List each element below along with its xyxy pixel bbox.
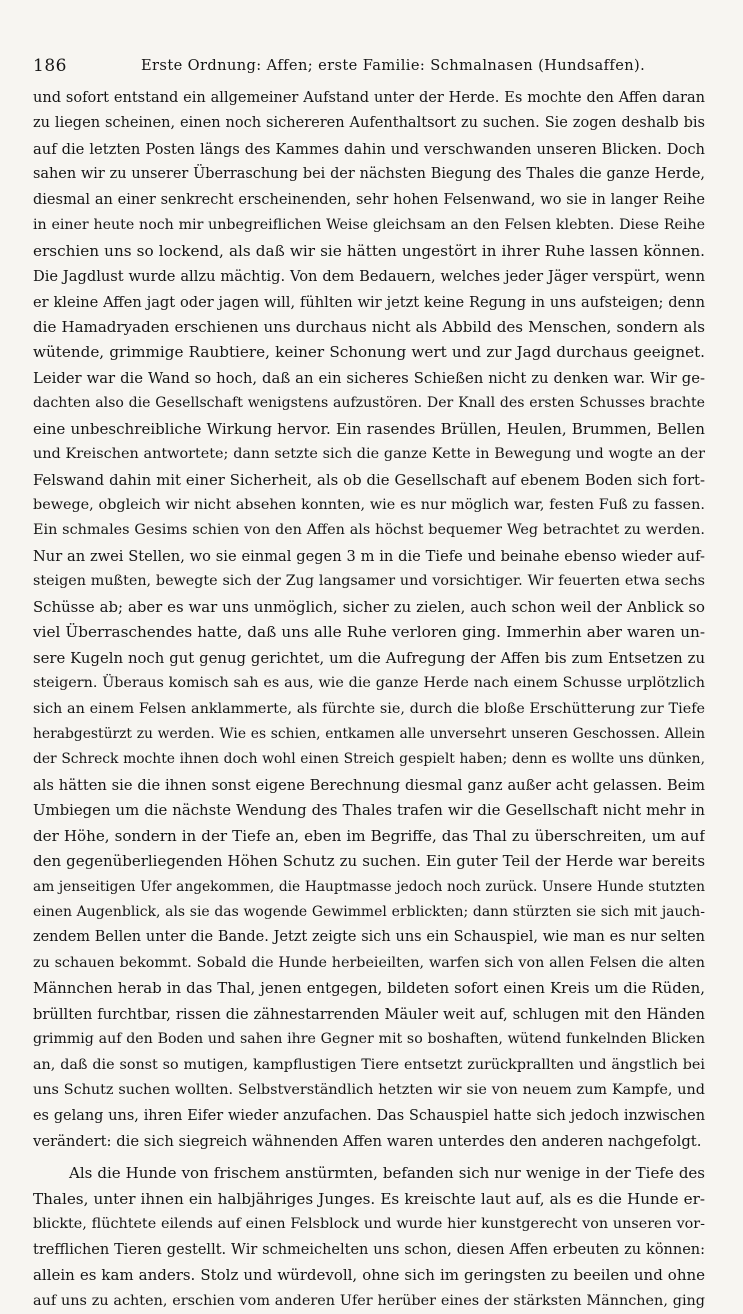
text-line: in einer heute noch mir unbegreiflichen Weise gleichsam an den Felsen klebten. Diese Reihe	[33, 217, 705, 234]
text-line: zendem Bellen unter die Bande. Jetzt zeigte sich uns ein Schauspiel, wie man es nur selten	[33, 929, 705, 946]
text-line: wütende, grimmige Raubtiere, keiner Schonung wert und zur Jagd durchaus geeignet.	[33, 343, 705, 362]
text-line: verändert: die sich siegreich wähnenden Affen waren unterdes den anderen nachgefolgt.	[33, 1132, 702, 1150]
text-line: grimmig auf den Boden und sahen ihre Gegner mit so boshaften, wütend funkelnden Blicken	[33, 1031, 705, 1048]
page-header	[33, 56, 705, 86]
text-line: die Hamadryaden erschienen uns durchaus nicht als Abbild des Menschen, sondern als	[33, 317, 705, 336]
text-line: diesmal an einer senkrecht erscheinenden, sehr hohen Felsenwand, wo sie in langer Reihe	[33, 191, 705, 208]
paragraph-2	[33, 1161, 705, 1314]
text-line: allein es kam anders. Stolz und würdevoll, ohne sich im geringsten zu beeilen und ohne	[33, 1266, 705, 1285]
text-line: Felswand dahin mit einer Sicherheit, als ob die Gesellschaft auf ebenem Boden sich fort-	[33, 471, 705, 489]
page-number: 186	[33, 56, 67, 76]
text-line: Nur an zwei Stellen, wo sie einmal gegen 3 m in die Tiefe und beinahe ebenso wieder auf-	[33, 547, 705, 565]
text-line: dachten also die Gesellschaft wenigstens aufzustören. Der Knall des ersten Schusses brachte	[33, 395, 705, 412]
text-line: Thales, unter ihnen ein halbjähriges Junges. Es kreischte laut auf, als es die Hunde er-	[33, 1189, 705, 1208]
running-head: Erste Ordnung: Affen; erste Familie: Schmalnasen (Hundsaffen).	[141, 57, 646, 74]
text-line: trefflichen Tieren gestellt. Wir schmeichelten uns schon, diesen Affen erbeuten zu können:	[33, 1241, 705, 1258]
text-line: am jenseitigen Ufer angekommen, die Hauptmasse jedoch noch zurück. Unsere Hunde stutzten	[33, 878, 705, 895]
text-line: zu liegen scheinen, einen noch sichereren Aufenthaltsort zu suchen. Sie zogen deshalb bis	[33, 115, 705, 132]
text-line: Die Jagdlust wurde allzu mächtig. Von dem Bedauern, welches jeder Jäger verspürt, wenn	[33, 268, 705, 286]
text-line: brüllten furchtbar, rissen die zähnestarrenden Mäuler weit auf, schlugen mit den Händen	[33, 1005, 705, 1023]
text-line: Ein schmales Gesims schien von den Affen als höchst bequemer Weg betrachtet zu werden.	[33, 522, 705, 539]
text-line: der Höhe, sondern in der Tiefe an, eben im Begriffe, das Thal zu überschreiten, um auf	[33, 826, 705, 845]
text-line: er kleine Affen jagt oder jagen will, fühlten wir jetzt keine Regung in uns aufsteigen; denn	[33, 293, 705, 311]
text-line: sahen wir zu unserer Überraschung bei der nächsten Biegung des Thales die ganze Herde,	[33, 166, 705, 183]
book-page	[33, 56, 705, 1314]
text-line: eine unbeschreibliche Wirkung hervor. Ein rasendes Brüllen, Heulen, Brummen, Bellen	[33, 419, 705, 438]
text-line: auf die letzten Posten längs des Kammes dahin und verschwanden unseren Blicken. Doch	[33, 140, 705, 158]
text-line: als hätten sie die ihnen sonst eigene Berechnung diesmal ganz außer acht gelassen. Beim	[33, 776, 705, 794]
text-line: blickte, flüchtete eilends auf einen Felsblock und wurde hier kunstgerecht von unseren vor-	[33, 1216, 705, 1233]
text-line: herabgestürzt zu werden. Wie es schien, entkamen alle unversehrt unseren Geschossen. Allein	[33, 725, 705, 742]
text-line: viel Überraschendes hatte, daß uns alle Ruhe verloren ging. Immerhin aber waren un-	[33, 623, 705, 642]
text-line: der Schreck mochte ihnen doch wohl einen Streich gespielt haben; denn es wollte uns dünken,	[33, 751, 705, 768]
text-line: steigern. Überaus komisch sah es aus, wie die ganze Herde nach einem Schusse urplötzlich	[33, 675, 705, 692]
text-line: auf uns zu achten, erschien vom anderen Ufer herüber eines der stärksten Männchen, ging	[33, 1292, 705, 1309]
text-line: steigen mußten, bewegte sich der Zug langsamer und vorsichtiger. Wir feuerten etwa sechs	[33, 573, 705, 590]
paragraph-gap	[33, 1154, 705, 1161]
text-line: bewege, obgleich wir nicht absehen konnten, wie es nur möglich war, festen Fuß zu fassen.	[33, 497, 705, 513]
paragraph-1	[33, 86, 705, 1154]
text-line: Männchen herab in das Thal, jenen entgegen, bildeten sofort einen Kreis um die Rüden,	[33, 979, 705, 998]
text-line: Umbiegen um die nächste Wendung des Thales trafen wir die Gesellschaft nicht mehr in	[33, 801, 705, 820]
text-line: zu schauen bekommt. Sobald die Hunde herbeieilten, warfen sich von allen Felsen die alten	[33, 954, 705, 971]
body-text	[33, 86, 705, 1314]
text-line: an, daß die sonst so mutigen, kampflustigen Tiere entsetzt zurückprallten und ängstlich bei	[33, 1056, 705, 1073]
text-line: sere Kugeln noch gut genug gerichtet, um die Aufregung der Affen bis zum Entsetzen zu	[33, 649, 705, 667]
text-line: Schüsse ab; aber es war uns unmöglich, sicher zu zielen, auch schon weil der Anblick so	[33, 597, 705, 616]
text-line: Als die Hunde von frischem anstürmten, befanden sich nur wenige in der Tiefe des	[69, 1164, 705, 1183]
text-line: erschien uns so lockend, als daß wir sie hätten ungestört in ihrer Ruhe lassen können.	[33, 241, 705, 260]
text-line: sich an einem Felsen anklammerte, als fürchte sie, durch die bloße Erschütterung zur Tiefe	[33, 700, 705, 717]
text-line: und Kreischen antwortete; dann setzte sich die ganze Kette in Bewegung und wogte an der	[33, 446, 705, 463]
text-line: und sofort entstand ein allgemeiner Aufstand unter der Herde. Es mochte den Affen daran	[33, 90, 705, 106]
text-line: den gegenüberliegenden Höhen Schutz zu suchen. Ein guter Teil der Herde war bereits	[33, 852, 705, 871]
text-line: Leider war die Wand so hoch, daß an ein sicheres Schießen nicht zu denken war. Wir ge-	[33, 369, 705, 387]
text-line: einen Augenblick, als sie das wogende Gewimmel erblickten; dann stürzten sie sich mit jauch-	[33, 904, 705, 920]
text-line: es gelang uns, ihren Eifer wieder anzufachen. Das Schauspiel hatte sich jedoch inzwischen	[33, 1107, 705, 1124]
text-line: uns Schutz suchen wollten. Selbstverständlich hetzten wir sie von neuem zum Kampfe, und	[33, 1082, 705, 1099]
